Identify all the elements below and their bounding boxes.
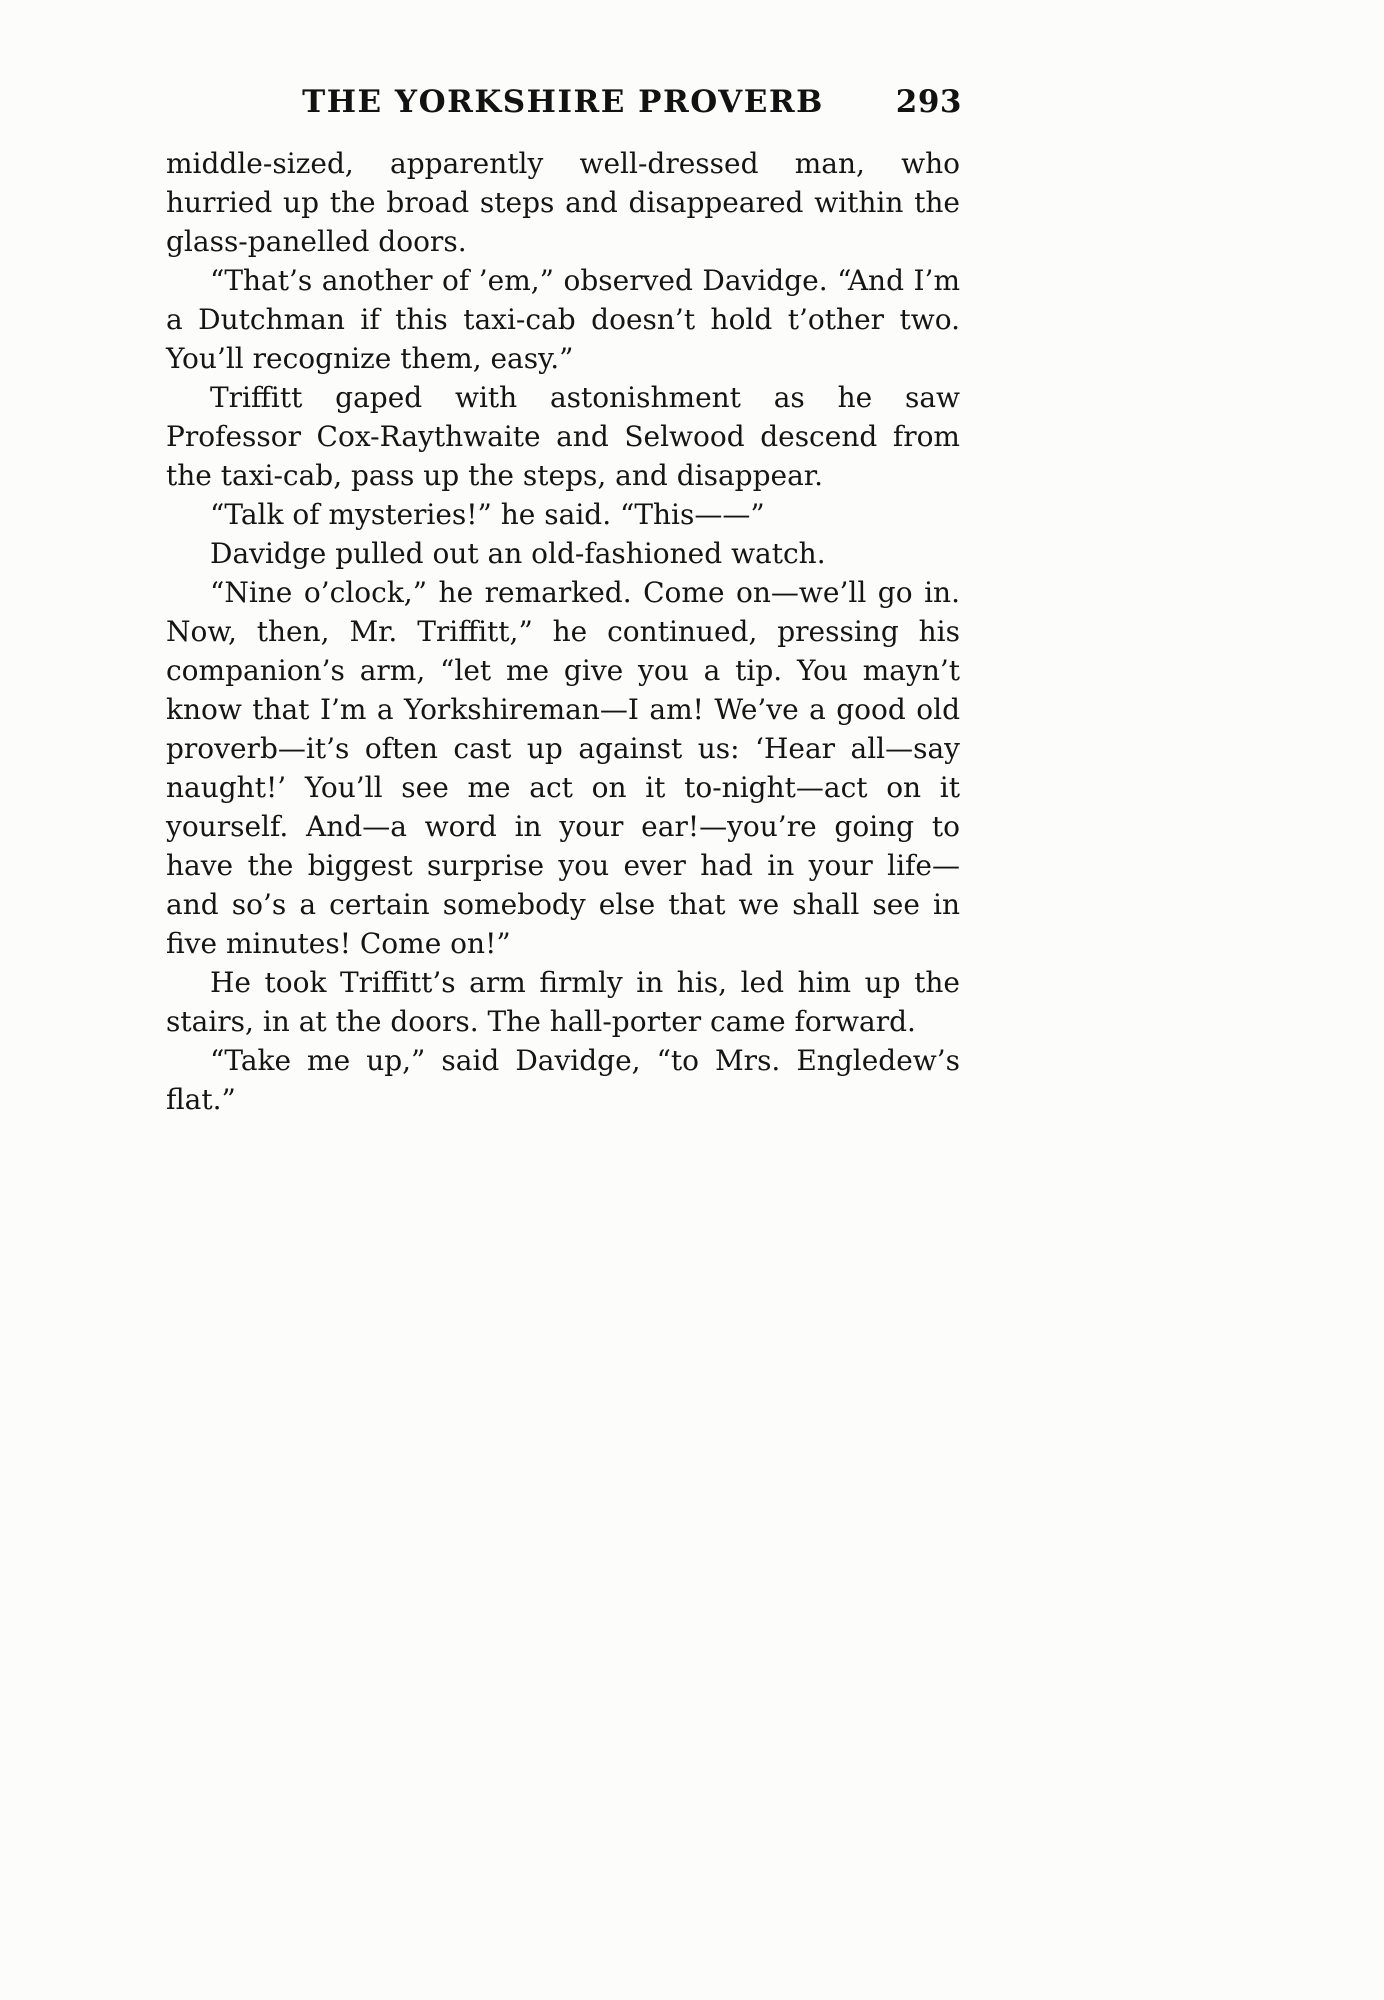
paragraph: “That’s another of ’em,” observed Davidge. “And I’m a Dutchman if this taxi-cab doesn’t hold t’other two. You’ll recognize them, easy.” [166,264,960,375]
page-text [166,144,960,1119]
page-header [166,84,960,120]
page-number: 293 [895,84,962,120]
paragraph: Davidge pulled out an old-fashioned watch. [210,537,826,570]
paragraph: “Nine o’clock,” he remarked. Come on—we’ll go in. Now, then, Mr. Triffitt,” he continued, pressing his companion’s arm, “let me give you a tip. You mayn’t know that I’m a Yorkshireman—I am! We’ve a good old proverb—it’s often cast up against us: ‘Hear all—say naught!’ You’ll see me act on it to-night—act on it yourself. And—a word in your ear!—you’re going to have the biggest surprise you ever had in your life—and so’s a certain somebody else that we shall see in five minutes! Come on!” [166,576,960,960]
paragraph: “Take me up,” said Davidge, “to Mrs. Engledew’s flat.” [166,1044,960,1116]
paragraph: He took Triffitt’s arm firmly in his, led him up the stairs, in at the doors. The hall-porter came forward. [166,966,960,1038]
paragraph: Triffitt gaped with astonishment as he saw Professor Cox-Raythwaite and Selwood descend from the taxi-cab, pass up the steps, and disappear. [166,381,960,492]
paragraph: “Talk of mysteries!” he said. “This——” [210,498,765,531]
paragraph: middle-sized, apparently well-dressed man, who hurried up the broad steps and disappeared within the glass-panelled doors. [166,147,960,258]
page-title: THE YORKSHIRE PROVERB [302,84,824,120]
